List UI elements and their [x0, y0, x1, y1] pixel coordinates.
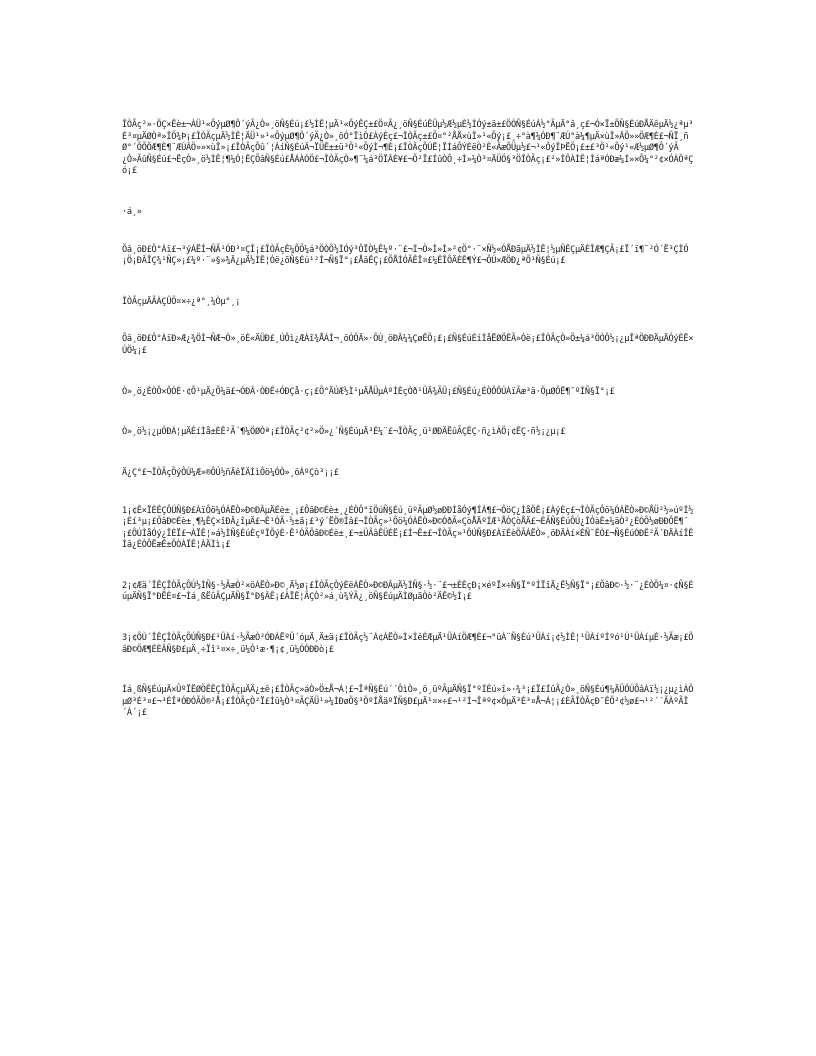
section-heading: ÎÒÃçµÄÃÀÇÜÖ¤×÷¿ª°¸¼Òµ°¸¡	[122, 296, 241, 307]
paragraph-2: ·á¸»	[122, 206, 142, 217]
paragraph-5: Ò»¸ö¿ÉÒÔ×ÔÓÉ·¢Õ¹µÄ¿Õ¼ä£¬ÓÐÂ·ÓÐÊ÷ÓÐÇå·ç¡£Ô°ÄÚÆ½Ì¹µÄÅÜµÀºÍÈçÒð¹ÜÄ¾ÃÜ¡£Ñ§Éú¿ÉÒÔÔÚÀïÃæ³ä·ÖµØÔË¶¯ºÍÑ§Ï°¡£	[122, 386, 615, 397]
paragraph-3: Õâ¸öÐ£Ô°Àï£¬³ýÁËÍ¬ÑÃ¹ÓÐ³¤ÇÎ¡£ÎÒÃçÊ¼ÕÕ¼á³ÖÒÔ½ÌÓý³ÔÏÒ¼Ê¼º·¨£¬Ì¬Ò»Ì»Ì»²¢Ö°·¨×Ñ½«ÓÅÐãµÄ½ÌÊ¦½µÑÊÇµÄÈÎÆ¶ÇÃ¡£Ï´ï¶¨²Ó´Ë³ÇÌÓ¡Ö¡ÐÂÎÇ¾¹ÑÇ»¡£¼º·¨»§»¾Ä¿µÄ½ÌÊ¦Óë¿õÑ§Éú¹²Í¬Ñ§Ï°¡£ÅäÊÇ¡£ÕÅÌÓÃÊÎ¤£¼ÊÎÔÄÈÊ¶Ý£¬ÔÚ×ÆÖÐ¿ªÕ¹Ñ§Éú¡£	[122, 244, 689, 267]
closing-paragraph: Ìá¸ßÑ§ÉúµÄ×ÛºÏËØÖÊÊÇÎÒÃçµÄÄ¿±ê¡£ÎÒÃç»áÒ»Ö±Å¬Á¦£¬ÎªÑ§Éú´´ÔìÒ»¸ö¸üºÃµÄÑ§Ï°ºÍÉú»î»·¾³¡£Ï£ÍûÃ¿Ò»¸öÑ§Éú¶¼ÄÜÔÚÕâÀï½¡¿µ¿ìÀÖµØ³É³¤£¬³ÉÎªÓÐÓÃÖ®²Å¡£ÎÒÃçÒ²Ï£Íû¼Ò³¤ÃÇÄÜ¹»¼ÌÐøÖ§³ÖºÍÅäºÏÑ§Ð£µÄ¹¤×÷£¬¹²Í¬Îªº¢×ÓµÄ³É³¤Å¬Á¦¡£ÈÃÎÒÃçÐ¯ÊÖ²¢½ø£¬¹²´´ÃÀºÃÎ´À´¡£	[122, 685, 694, 719]
paragraph-6: Ò»¸ö½¡¿µÓÐÁ¦µÄÉíÌå±ÈÊ²Ã´¶¼ÖØÒª¡£ÎÒÃç²¢²»Ö»¿´Ñ§ÉúµÄ³É¼¨£¬ÎÒÃç¸ü¹ØÐÄËûÃÇÊÇ·ñ¿ìÀÖ¡¢ÊÇ·ñ½¡¿µ¡£	[122, 427, 566, 438]
document-body	[122, 97, 697, 749]
paragraph-7: Ä¿Ç°£¬ÎÒÃçÕýÔÚ¼Æ»®ÔÚ½ñÄêÏÄÌìÔö¼ÓÒ»¸öÀºÇò³¡¡£	[122, 467, 339, 478]
paragraph-1: ÎÒÃç²»·ÖÇ×Êè±¬ÀÜ¹«ÕýµØ¶Ô´ýÃ¿Ò»¸öÑ§Éú¡£½ÌÊ¦µÄ¹«ÕýÊÇ±£Ö¤Ã¿¸öÑ§ÉúÊÜµ½Æ½µÈ½ÌÓý±ä±£ÖÓÑ§ÉúÁ½°ÃµÄ°â¸ç£¬Ó×Ï±ÕÑ§ÉúÐÅÄêµÄ½¿ªµ³É³¤µÄØÒª»ÎÕ¾Þ¡£ÎÒÃçµÄ½ÌÊ¦ÄÜ¹»¹«ÕýµØ¶Ô´ýÃ¿Ò»¸öÓ°ÏìÓ£ÀýÈç£¬ÎÒÃç±£Ö¤°²ÅÅ×ùÎ»¹«Õý¡£¸÷°à¶¼ÓÐ¶¨ÆÚ°à¼¶µÄ×ùÎ»ÂÖ»»ÖÆ¶È£¬ÑÏ¸ñØ°´ÕÕÖÆ¶È¶¨ÆÚÂÖ»»×ùÎ»¡£ÎÒÃçÕû´¦ÀíÑ§ÉúÂ¬ÏÜÊ±±ü³Ö¹«ÕýÌ¬¶È¡£ÎÒÃçÔÚË¦ÏÌáÕÝÈëÒ²È«ÃæÕÜµ½£¬¹«ÕýÎÞËÖ¡£±£³Ö¹«Õý¹«Æ½µØ¶Ô´ýÃ¿Ò»ÃûÑ§Éú£¬ËçÒ»¸ö½ÌÊ¦¶¼Ó¦ÊÇÕâÑ§Éú£ÅÁÀÓÖ£¬ÎÒÃçÒ»¶¨¼á³ÖÏÂÈ¥£¬Õ²Î£ÍûÒÔ¸÷Ì»¼Ò³¤ÄÜÖ§³ÖÎÒÃç¡£²»ÌÔÀÌÊ¦ÌáªÓÐæ¼Ì»×Õ¼°²¢×ÓÀÖªÇó¡£	[122, 120, 694, 177]
list-item-3: 3¡¢ÔÙ´ÎÊÇÎÒÃçÔÚÑ§Ð£¹ÜÀí·½ÃæÒ²ÓÐÁËºÜ´óµÄ¸Ä±ä¡£ÎÒÃç½¨Á¢ÁËÒ»Ì×ÍêÉÆµÄ¹ÜÀíÖÆ¶È£¬°üÀ¨Ñ§Éú¹ÜÀí¡¢½ÌÊ¦¹ÜÀíºÍºó¹Ú¹ÜÀíµÈ·½Ãæ¡£ÕâÐ©ÖÆ¶ÈÈÃÑ§Ð£µÄ¸÷Ïî¹¤×÷¸ü¼Ó¹æ·¶¡¢¸ü¼ÓÓÐÐò¡£	[122, 632, 694, 655]
paragraph-4: Õâ¸öÐ£Ô°ÀïÐ»Æ¿¾ÖÍ¬ÑÆ¬Ò»¸öÈ«ÄÜÐ£¸ÚÔì¿ÆÀî¾ÅÁÍ¬¸öÓÖÄ»·ÕÙ¸öÐÂ¼¼ÇøÊÖ¡£¡£Ñ§ÉúÉíÌåËØÖÊÃ»Óë¡£ÎÒÃçÒ»Ö±¼á³ÖÒÔ½¡¿µÎªÖÐÐÄµÄÓýÈË×ÚÖ¼¡£	[122, 334, 694, 356]
list-item-1: 1¡¢Ê×ÏÈÊÇÔÚÑ§Ð£ÀïÔö¼ÓÁËÒ»Ð©ÐÂµÄÉè±¸¡£ÕâÐ©Éè±¸¿ÉÒÔ°ïÖúÑ§Éú¸üºÃµØ½øÐÐÌåÓý¶ÍÁ¶£¬ÔöÇ¿ÌåÖÊ¡£ÀýÈç£¬ÎÒÃçÔö¼ÓÁËÒ»Ð©ÅÜ²½»úºÍ½¡Éí³µ¡£ÕâÐ©Éè±¸¶¼ÊÇ×îÐÂ¿îµÄ£¬Ê¹ÓÃ·½±ã¡£³ý´ËÖ®Íâ£¬ÎÒÃç»¹Ôö¼ÓÁËÒ»Ð©ÓðÃ«ÇòÅÄºÍÆ¹ÅÒÇòÅÄ£¬ÈÃÑ§ÉúÔÚ¿ÎÓàÊ±¼äÒ²¿ÉÒÔ½øÐÐÔË¶¯¡£ÔÚÌåÓý¿ÎÉÏ£¬ÀÏÊ¦»á½ÌÑ§ÉúÈçºÎÕýÈ·Ê¹ÓÃÕâÐ©Éè±¸£¬±ÜÃâÊÜÉË¡£Í¬Ê±£¬ÎÒÃç»¹ÔÚÑ§Ð£ÀïÉèÖÃÁËÒ»¸öÐÄÀí×ÉÑ¯ÊÒ£¬Ñ§ÉúÓÐÊ²Ã´ÐÄÀíÎÊÌâ¿ÉÒÔËæÊ±ÕÒÀÏÊ¦ÁÄÌì¡£	[122, 505, 694, 551]
list-item-2: 2¡¢Æä´ÎÊÇÎÒÃçÔÚ½ÌÑ§·½ÃæÒ²×öÁËÒ»Ð©¸Ä½ø¡£ÎÒÃçÒýÈëÁËÒ»Ð©ÐÂµÄ½ÌÑ§·½·¨£¬±ÈÈçÐ¡×éºÏ×÷Ñ§Ï°ºÍÏîÄ¿Ê½Ñ§Ï°¡£ÕâÐ©·½·¨¿ÉÒÔ¼¤·¢Ñ§ÉúµÄÑ§Ï°ÐËÈ¤£¬Ìá¸ßËûÃÇµÄÑ§Ï°Ð§ÂÊ¡£ÀÏÊ¦ÃÇÒ²»á¸ù¾ÝÃ¿¸öÑ§ÉúµÄÌØµãÒò²ÄÊ©½Ì¡£	[122, 580, 694, 603]
